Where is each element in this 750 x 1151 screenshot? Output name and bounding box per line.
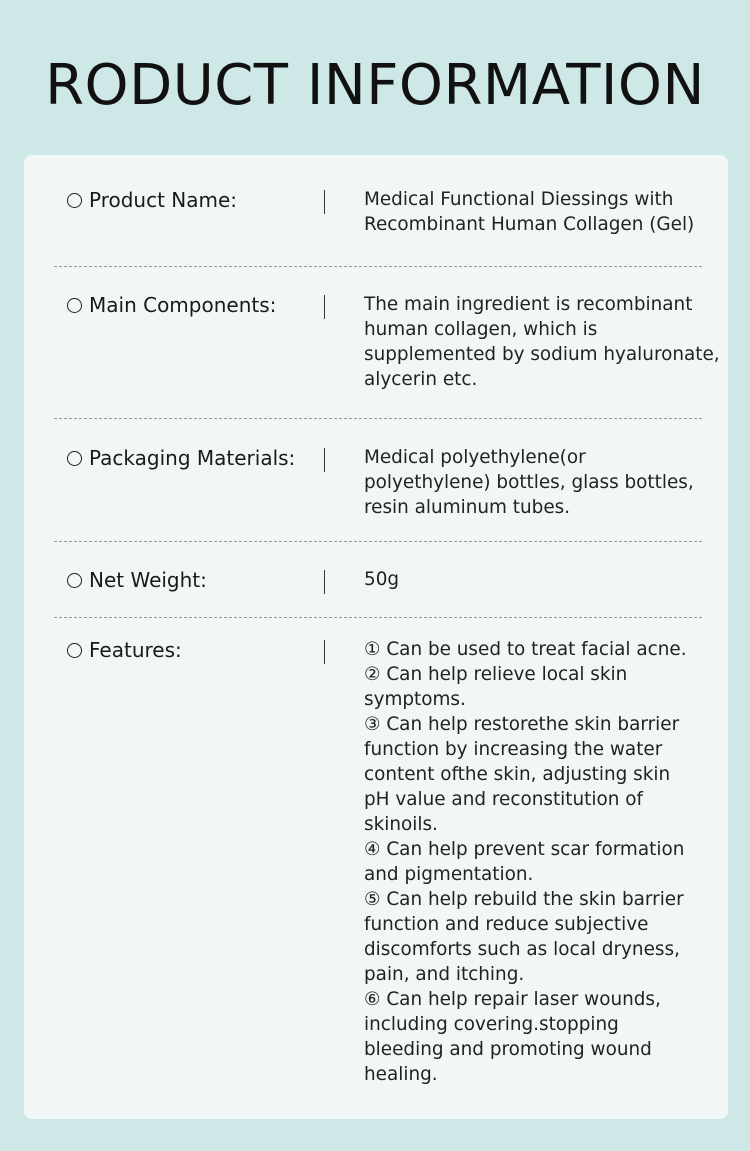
- circle-bullet-icon: [67, 643, 82, 658]
- dashed-divider: [54, 541, 702, 542]
- separator-bar: [324, 190, 325, 214]
- separator-bar: [324, 640, 325, 664]
- circle-bullet-icon: [67, 573, 82, 588]
- dashed-divider: [54, 418, 702, 419]
- row-label: Packaging Materials:: [89, 446, 296, 470]
- row-value: The main ingredient is recombinant human collagen, which is supplemented by sodium hyaluronate, alycerin etc.: [364, 294, 720, 390]
- separator-bar: [324, 448, 325, 472]
- row-label: Main Components:: [89, 293, 277, 317]
- circle-bullet-icon: [67, 451, 82, 466]
- separator-bar: [324, 295, 325, 319]
- row-value: 50g: [364, 569, 400, 590]
- row-value: Medical Functional Diessings with Recombinant Human Collagen (Gel): [364, 189, 695, 235]
- separator-bar: [324, 570, 325, 594]
- circle-bullet-icon: [67, 193, 82, 208]
- row-label: Net Weight:: [89, 568, 207, 592]
- dashed-divider: [54, 617, 702, 618]
- dashed-divider: [54, 266, 702, 267]
- row-value: Medical polyethylene(or polyethylene) bottles, glass bottles, resin aluminum tubes.: [364, 447, 694, 518]
- row-value: ① Can be used to treat facial acne. ② Can help relieve local skin symptoms. ③ Can help restorethe skin barrier function by increasing the water content ofthe skin, adjusting skin pH value and reconstitution of skinoils. ④ Can help prevent scar formation and pigmentation. ⑤ Can help rebuild the skin barrier function and reduce subjective discomforts such as local dryness, pain, and itching. ⑥ Can help repair laser wounds, including covering.stopping bleeding and promoting wound healing.: [364, 639, 687, 1085]
- page-title: RODUCT INFORMATION: [45, 53, 705, 118]
- circle-bullet-icon: [67, 298, 82, 313]
- product-info-card: [24, 155, 728, 1119]
- row-label: Product Name:: [89, 188, 238, 212]
- row-label: Features:: [89, 638, 182, 662]
